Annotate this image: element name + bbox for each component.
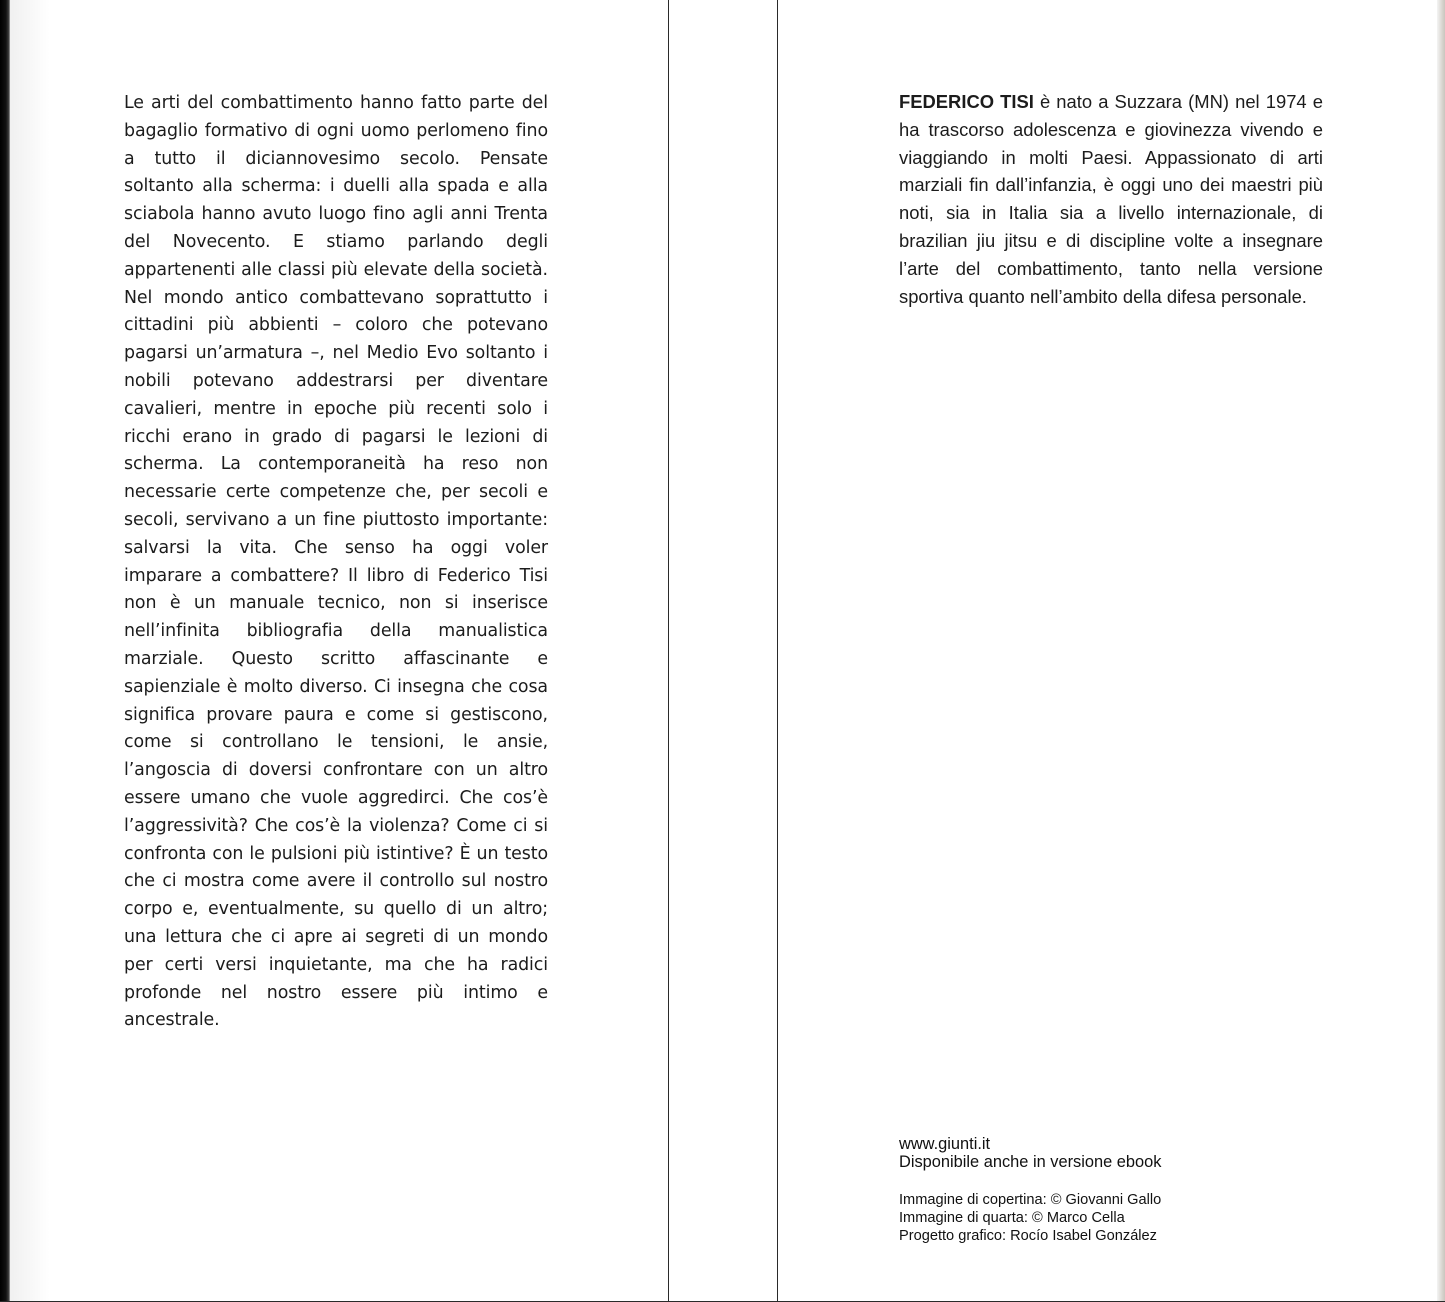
author-name: FEDERICO TISI [899, 91, 1034, 112]
book-spine-left [0, 0, 10, 1302]
graphic-design-credit: Progetto grafico: Rocío Isabel González [899, 1228, 1157, 1244]
book-edge-right [1437, 0, 1445, 1302]
publisher-website: www.giunti.it [899, 1135, 991, 1153]
author-bio [899, 88, 1323, 310]
image-credits [899, 1191, 1161, 1245]
book-blurb: Le arti del combattimento hanno fatto parte del bagaglio formativo di ogni uomo perlomeno fino a tutto il diciannovesimo secolo. Pensate soltanto alla scherma: i duelli alla spada e alla sciabola hanno avuto luogo fino agli anni Trenta del Novecento. E stiamo parlando degli appartenenti alle classi più elevate della società. Nel mondo antico combattevano soprattutto i cittadini più abbienti – coloro che potevano pagarsi un’armatura –, nel Medio Evo soltanto i nobili potevano addestrarsi per diventare cavalieri, mentre in epoche più recenti solo i ricchi erano in grado di pagarsi le lezioni di scherma. La contemporaneità ha reso non necessarie certe competenze che, per secoli e secoli, servivano a un fine piuttosto importante: salvarsi la vita. Che senso ha oggi voler imparare a combattere? Il libro di Federico Tisi non è un manuale tecnico, non si inserisce nell’infinita bibliografia della manualistica marziale. Questo scritto affascinante e sapienziale è molto diverso. Ci insegna che cosa significa provare paura e come si gestiscono, come si controllano le tensioni, le ansie, l’angoscia di doversi confrontare con un altro essere umano che vuole aggredirci. Che cos’è l’aggressività? Che cos’è la violenza? Come ci si confronta con le pulsioni più istintive? È un testo che ci mostra come avere il controllo sul nostro corpo e, eventualmente, su quello di un altro; una lettura che ci apre ai segreti di un mondo per certi versi inquietante, ma che ha radici profonde nel nostro essere più intimo e ancestrale. [124, 93, 548, 1031]
cover-image-credit: Immagine di copertina: © Giovanni Gallo [899, 1192, 1162, 1208]
ebook-availability: Disponibile anche in versione ebook [899, 1153, 1162, 1171]
back-cover-page [10, 0, 669, 1301]
publisher-info [899, 1135, 1161, 1171]
back-flap-page [777, 0, 1437, 1301]
page-gutter [669, 0, 777, 1302]
back-image-credit: Immagine di quarta: © Marco Cella [899, 1210, 1125, 1226]
spine-shadow [10, 0, 50, 1302]
author-bio-text: è nato a Suzzara (MN) nel 1974 e ha trascorso adolescenza e giovinezza vivendo e viaggiando in molti Paesi. Appassionato di arti marziali fin dall’infanzia, è oggi uno dei maestri più noti, sia in Italia sia a livello internazionale, di brazilian jiu jitsu e di discipline volte a insegnare l’arte del combattimento, tanto nella versione sportiva quanto nell’ambito della difesa personale. [899, 91, 1323, 307]
